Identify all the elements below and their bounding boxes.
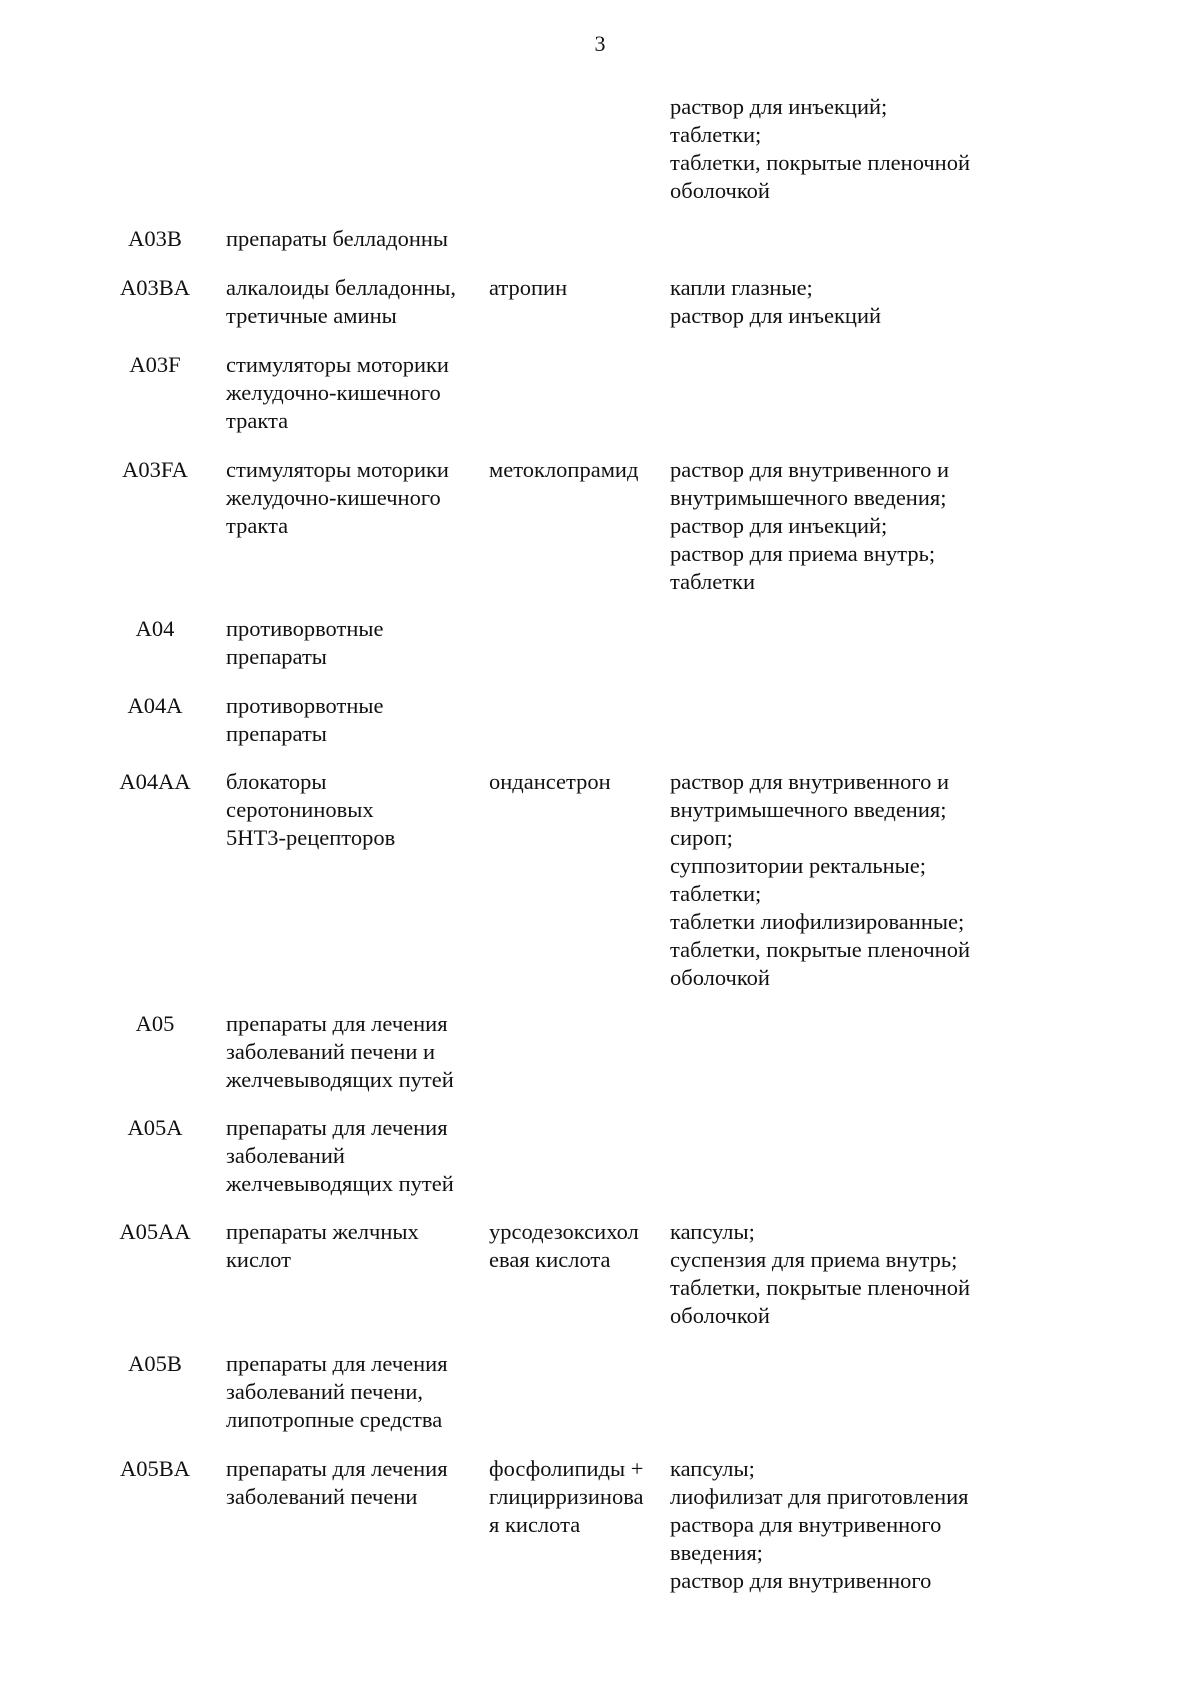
atc-code: A04A xyxy=(127,693,183,718)
dosage-forms: раствор для инъекций; таблетки; таблетки, покрытые пленочной оболочкой xyxy=(670,94,971,203)
drug-name: атропин xyxy=(489,275,568,300)
pharmacological-group: блокаторы серотониновых 5HT3-рецепторов xyxy=(226,769,396,850)
drug-name: урсодезоксихол евая кислота xyxy=(489,1219,639,1272)
atc-code: A04AA xyxy=(119,769,191,794)
pharmacological-group: противорвотные препараты xyxy=(226,616,384,669)
atc-code: A05B xyxy=(128,1351,182,1376)
pharmacological-group: противорвотные препараты xyxy=(226,693,384,746)
atc-code: A04 xyxy=(135,616,175,641)
atc-code: A05A xyxy=(127,1115,183,1140)
dosage-forms: раствор для внутривенного и внутримышечного введения; сироп; суппозитории ректальные; таблетки; таблетки лиофилизированные; таблетки, покрытые пленочной оболочкой xyxy=(670,769,971,990)
page-number: 3 xyxy=(594,31,606,56)
pharmacological-group: стимуляторы моторики желудочно-кишечного тракта xyxy=(226,352,449,433)
pharmacological-group: препараты для лечения заболеваний печени xyxy=(226,1456,448,1509)
drug-name: метоклопрамид xyxy=(489,457,639,482)
pharmacological-group: алкалоиды белладонны, третичные амины xyxy=(226,275,456,328)
dosage-forms: капсулы; лиофилизат для приготовления раствора для внутривенного введения; раствор для внутривенного xyxy=(670,1456,969,1593)
dosage-forms: капли глазные; раствор для инъекций xyxy=(670,275,882,328)
pharmacological-group: препараты белладонны xyxy=(226,226,449,251)
pharmacological-group: препараты для лечения заболеваний желчевыводящих путей xyxy=(226,1115,454,1196)
pharmacological-group: препараты желчных кислот xyxy=(226,1219,419,1272)
drug-name: ондансетрон xyxy=(489,769,611,794)
drug-name: фосфолипиды + глицирризинова я кислота xyxy=(489,1456,644,1537)
atc-code: A03BA xyxy=(119,275,190,300)
atc-code: A05BA xyxy=(119,1456,190,1481)
atc-code: A03B xyxy=(128,226,182,251)
dosage-forms: капсулы; суспензия для приема внутрь; таблетки, покрытые пленочной оболочкой xyxy=(670,1219,971,1328)
atc-code: A05AA xyxy=(119,1219,191,1244)
atc-code: A03FA xyxy=(122,457,188,482)
dosage-forms: раствор для внутривенного и внутримышечного введения; раствор для инъекций; раствор для приема внутрь; таблетки xyxy=(670,457,950,594)
pharmacological-group: препараты для лечения заболеваний печени и желчевыводящих путей xyxy=(226,1011,454,1092)
atc-code: A05 xyxy=(135,1011,175,1036)
pharmacological-group: препараты для лечения заболеваний печени, липотропные средства xyxy=(226,1351,448,1432)
pharmacological-group: стимуляторы моторики желудочно-кишечного тракта xyxy=(226,457,449,538)
atc-code: A03F xyxy=(129,352,181,377)
